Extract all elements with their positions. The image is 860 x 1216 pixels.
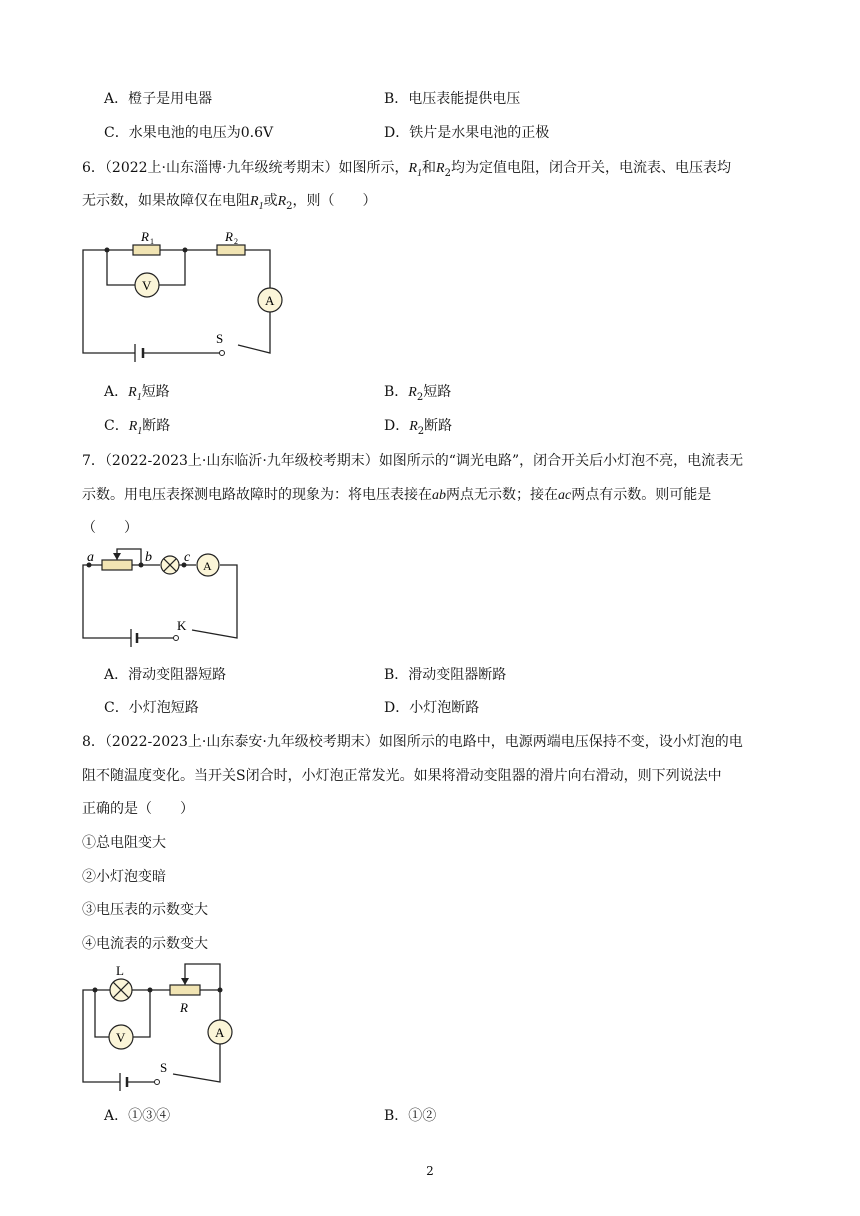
q8-label-r: R: [180, 1000, 188, 1015]
q6-label-r2-sub: 2: [234, 237, 238, 246]
q8-label-a: A: [215, 1025, 225, 1040]
q7-stem-line3: （ ）: [82, 520, 138, 536]
q7-option-c: C．小灯泡短路: [104, 700, 199, 716]
q6-stem-line1: 6．（2022上·山东淄博·九年级统考期末）如图所示，$R_1$和$R_2$均为定值电阻，闭合开关，电流表、电压表均: [82, 160, 731, 179]
q5-option-a: A．橙子是用电器: [104, 91, 213, 107]
q6-option-a: A．$R_1$短路: [104, 384, 170, 403]
q5-option-c: C．水果电池的电压为0.6V: [104, 125, 274, 141]
q6-stem-line2: 无示数，如果故障仅在电阻$R_1$或$R_2$，则（ ）: [82, 193, 377, 212]
q6-label-r2: R: [225, 229, 233, 244]
q8-statement-3: ③电压表的示数变大: [82, 902, 208, 918]
q7-option-a: A．滑动变阻器短路: [104, 667, 227, 683]
q8-statement-2: ②小灯泡变暗: [82, 869, 166, 885]
q7-stem-line2: 示数。用电压表探测电路故障时的现象为：将电压表接在ab两点无示数；接在ac两点有示数。则可能是: [82, 487, 712, 503]
q6-option-c: C．$R_1$断路: [104, 418, 171, 437]
q8-stem-line2: 阻不随温度变化。当开关S闭合时，小灯泡正常发光。如果将滑动变阻器的滑片向右滑动，则下列说法中: [82, 768, 722, 784]
q8-option-b: B．①②: [384, 1108, 437, 1124]
q7-option-b: B．滑动变阻器断路: [384, 667, 507, 683]
q6-label-r1: R: [141, 229, 149, 244]
q7-stem-line1: 7．（2022-2023上·山东临沂·九年级校考期末）如图所示的“调光电路”，闭合开关后小灯泡不亮，电流表无: [82, 453, 744, 469]
q8-statement-4: ④电流表的示数变大: [82, 936, 208, 952]
q5-option-b: B．电压表能提供电压: [384, 91, 521, 107]
q8-label-v: V: [116, 1030, 126, 1045]
q7-label-c: c: [184, 550, 191, 565]
q5-option-d: D．铁片是水果电池的正极: [384, 125, 550, 141]
q6-label-v: V: [142, 278, 152, 293]
q8-label-l: L: [116, 963, 124, 978]
q8-label-s: S: [160, 1060, 168, 1075]
q7-option-d: D．小灯泡断路: [384, 700, 480, 716]
q8-rheostat: [170, 985, 200, 995]
q7-label-ammeter: A: [203, 559, 212, 573]
q7-label-a: a: [87, 550, 94, 565]
q6-label-s: S: [216, 331, 224, 346]
q8-statement-1: ①总电阻变大: [82, 835, 166, 851]
q6-option-d: D．$R_2$断路: [384, 418, 453, 437]
q8-battery: [120, 1073, 127, 1091]
q6-label-a: A: [265, 293, 275, 308]
page-number: 2: [426, 1164, 434, 1178]
q6-option-b: B．$R_2$短路: [384, 384, 452, 403]
q7-label-k: K: [177, 618, 187, 633]
q8-option-a: A．①③④: [104, 1108, 171, 1124]
q6-label-r1-sub: 1: [150, 237, 154, 246]
q8-switch: [155, 1080, 160, 1085]
q7-label-b: b: [145, 550, 152, 565]
q8-stem-line1: 8．（2022-2023上·山东泰安·九年级校考期末）如图所示的电路中，电源两端电压保持不变，设小灯泡的电: [82, 734, 743, 750]
q8-stem-line3: 正确的是（ ）: [82, 801, 194, 817]
q8-lamp: [110, 979, 132, 1001]
